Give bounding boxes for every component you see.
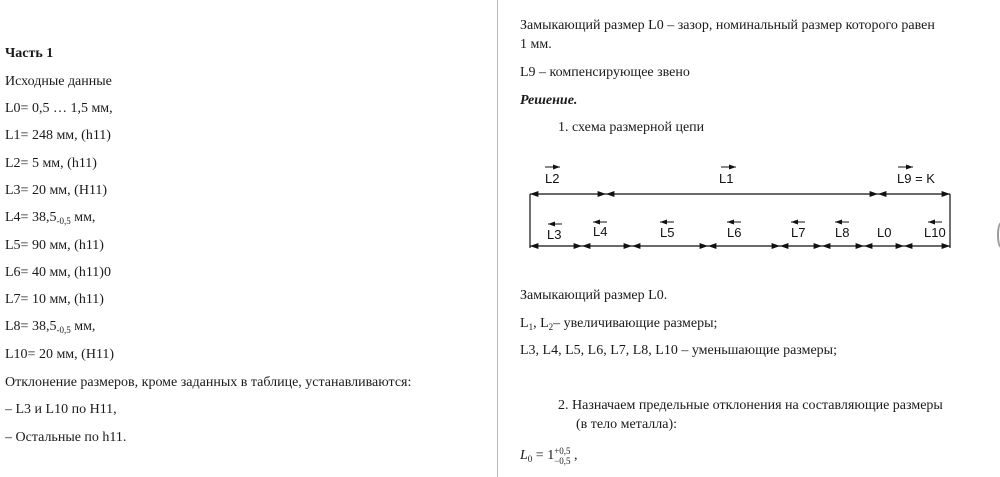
- label-l6: L6: [727, 225, 742, 240]
- label-l3: L3: [547, 227, 562, 242]
- column-divider: [497, 0, 498, 477]
- closing-link-intro-cont: 1 мм.: [520, 37, 552, 52]
- dimension-chain-diagram: [520, 158, 960, 258]
- label-l1: L1: [719, 171, 734, 186]
- decreasing-sizes-line: L3, L4, L5, L6, L7, L8, L10 – уменьшающие размеры;: [520, 343, 837, 358]
- label-l4: L4: [593, 224, 608, 239]
- l0-deviation-stack: +0,5 −0,5: [554, 446, 571, 466]
- label-l8: L8: [835, 225, 850, 240]
- param-line-l0: L0= 0,5 … 1,5 мм,: [5, 101, 113, 116]
- param-line-l6: L6= 40 мм, (h11)0: [5, 265, 111, 280]
- step-2-title: 2. Назначаем предельные отклонения на составляющие размеры: [558, 398, 943, 413]
- param-line-l1: L1= 248 мм, (h11): [5, 128, 111, 143]
- param-line-l3: L3= 20 мм, (H11): [5, 183, 108, 198]
- tolerance-bullet-2: – Остальные по h11.: [5, 430, 127, 445]
- param-line-l7: L7= 10 мм, (h11): [5, 292, 104, 307]
- step-1-title: 1. схема размерной цепи: [558, 120, 705, 135]
- label-l7: L7: [791, 225, 806, 240]
- closing-link-intro: Замыкающий размер L0 – зазор, номинальный размер которого равен: [520, 18, 935, 33]
- step-2-title-cont: (в тело металла):: [576, 417, 678, 432]
- param-line-l5: L5= 90 мм, (h11): [5, 238, 104, 253]
- solution-heading: Решение.: [520, 93, 578, 108]
- source-data-heading: Исходные данные: [5, 74, 112, 89]
- param-line-l8: $L8= 38,5_{-0,5}$ мм,: [5, 319, 96, 335]
- tolerance-bullet-1: – L3 и L10 по H11,: [5, 402, 117, 417]
- param-line-l10: L10= 20 мм, (H11): [5, 347, 115, 362]
- compensator-note: L9 – компенсирующее звено: [520, 65, 690, 80]
- l0-tolerance-formula: $L_0 = 1$ +0,5 −0,5 ,: [520, 446, 578, 466]
- label-l10: L10: [924, 225, 946, 240]
- param-line-l2: L2= 5 мм, (h11): [5, 156, 97, 171]
- param-line-l4: $L4= 38,5_{-0,5}$ мм,: [5, 210, 96, 226]
- increasing-sizes-line: $L_1$, $L_2-$ увеличивающие размеры;: [520, 316, 718, 332]
- closing-size-line: Замыкающий размер L0.: [520, 288, 668, 303]
- section-heading: Часть 1: [5, 46, 54, 61]
- label-l5: L5: [660, 225, 675, 240]
- label-l9-k: L9 = K: [897, 171, 935, 186]
- label-l0: L0: [877, 225, 892, 240]
- label-l2: L2: [545, 171, 560, 186]
- tolerance-note: Отклонение размеров, кроме заданных в таблице, устанавливаются:: [5, 375, 412, 390]
